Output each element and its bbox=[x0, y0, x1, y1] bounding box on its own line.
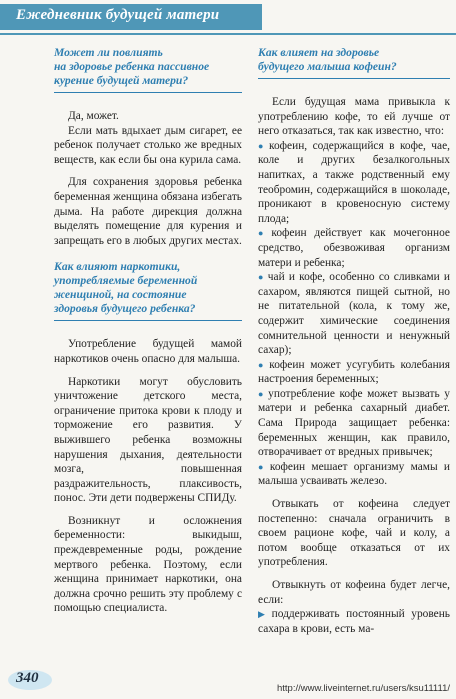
bullet-dot-icon: ● bbox=[258, 461, 267, 472]
question-line: Как влияет на здоровье bbox=[258, 46, 380, 59]
bullet-item bbox=[258, 139, 450, 227]
bullet-dot-icon: ● bbox=[258, 272, 265, 283]
bullet-item bbox=[258, 270, 450, 358]
bullet-text: кофеин, содержащийся в кофе, чае, коле и других безалкогольных напитках, а также родственный ему теобромин, содержащийся в шоколаде, проникают в кровеносную систему плода; bbox=[258, 139, 450, 225]
page-number-text: 340 bbox=[16, 670, 39, 686]
bullet-text: поддерживать постоянный уровень сахара в крови, есть ма- bbox=[258, 608, 450, 635]
text-line: как если бы она курила сама. bbox=[99, 153, 242, 166]
bullet-text: употребление кофе может вызвать у матери и ребенка сахарный диабет. Сама Природа защищает ребенка: беременных женщин, как правило, отворачивает от вредных привычек; bbox=[258, 387, 450, 459]
answer-paragraph: Наркотики могут обусловить уничтожение детского места, ограничение притока крови к плоду и торможение его развития. У выжившего ребенка возможны нарушения дыхания, деятельности мозга, повышенная раздражительность, плаксивость, понос. Эти дети подвержены СПИДу. bbox=[54, 375, 242, 505]
answer-paragraph: Если будущая мама привыкла к употреблению кофе, то ей лучше от него отказаться, так как известно, что: bbox=[258, 96, 450, 138]
bullet-text: кофеин действует как мочегонное средство, обезвоживая организм матери и ребенка; bbox=[258, 227, 450, 269]
text-line: Если мать вдыхает дым сигарет, ее ребенок получает bbox=[54, 124, 242, 152]
left-column bbox=[54, 46, 242, 616]
triangle-bullet-icon: ▶ bbox=[258, 609, 269, 620]
bullet-text: кофеин может усугубить колебания настроения беременных; bbox=[258, 358, 451, 386]
answer-paragraph: Да, может. bbox=[68, 110, 119, 122]
bullet-item bbox=[258, 226, 450, 270]
text-line: столько же вредных веществ, bbox=[54, 139, 242, 166]
question-line: Может ли повлиять bbox=[54, 46, 163, 59]
bullet-text: чай и кофе, особенно со сливками и сахаром, являются пищей сытной, но не питательной (кола, к тому же, содержит химические соединения сомнительной ценности и ненужный сахар); bbox=[258, 271, 450, 357]
bullet-item bbox=[258, 387, 450, 460]
header-title: Ежедневник будущей матери bbox=[16, 7, 220, 23]
source-watermark: http://www.liveinternet.ru/users/ksu11111/ bbox=[276, 683, 450, 694]
bullet-item bbox=[258, 460, 450, 489]
question-line: будущего малыша кофеин? bbox=[258, 60, 397, 73]
bullet-item bbox=[258, 358, 450, 387]
answer-paragraph: Для сохранения здоровья ребенка беременная женщина обязана избегать дыма. На работе дирекция должна выделять помещение для курения и запрещать его в любых других местах. bbox=[54, 176, 242, 247]
question-drugs bbox=[54, 260, 242, 321]
header-rule bbox=[0, 33, 456, 35]
bullet-dot-icon: ● bbox=[258, 388, 266, 399]
question-passive-smoking bbox=[54, 46, 242, 93]
answer-paragraph: Отвыкать от кофеина следует постепенно: сначала ограничить в своем рационе кофе, чай и колу, а потом вообще отказаться от их употребления. bbox=[258, 498, 450, 569]
question-line: курение будущей матери? bbox=[54, 74, 189, 87]
bullet-dot-icon: ● bbox=[258, 228, 269, 239]
answer-paragraph bbox=[54, 124, 242, 168]
question-line: Как влияют наркотики, bbox=[54, 260, 181, 274]
bullet-dot-icon: ● bbox=[258, 359, 267, 370]
answer-paragraph: Возникнут и осложнения беременности: выкидыш, преждевременные роды, рождение мертвого ребенка. Поэтому, если женщина принимает наркотики, она должна срочно решить эту проблему с помощью специалиста. bbox=[54, 514, 242, 615]
answer-paragraph: Употребление будущей мамой наркотиков очень опасно для малыша. bbox=[54, 338, 242, 365]
question-caffeine bbox=[258, 46, 450, 79]
question-line: здоровья будущего ребенка? bbox=[54, 302, 196, 316]
page-number bbox=[6, 667, 54, 693]
bullet-text: кофеин мешает организму мамы и малыша усваивать железо. bbox=[258, 460, 450, 488]
bullet-dot-icon: ● bbox=[258, 140, 267, 151]
answer-paragraph: Отвыкнуть от кофеина будет легче, если: bbox=[258, 579, 450, 606]
question-line: употребляемые беременной bbox=[54, 274, 198, 288]
question-line: женщиной, на состояние bbox=[54, 288, 187, 302]
bullet-item bbox=[258, 607, 450, 636]
right-column bbox=[258, 46, 450, 636]
running-header bbox=[0, 0, 456, 44]
question-line: на здоровье ребенка пассивное bbox=[54, 60, 210, 73]
